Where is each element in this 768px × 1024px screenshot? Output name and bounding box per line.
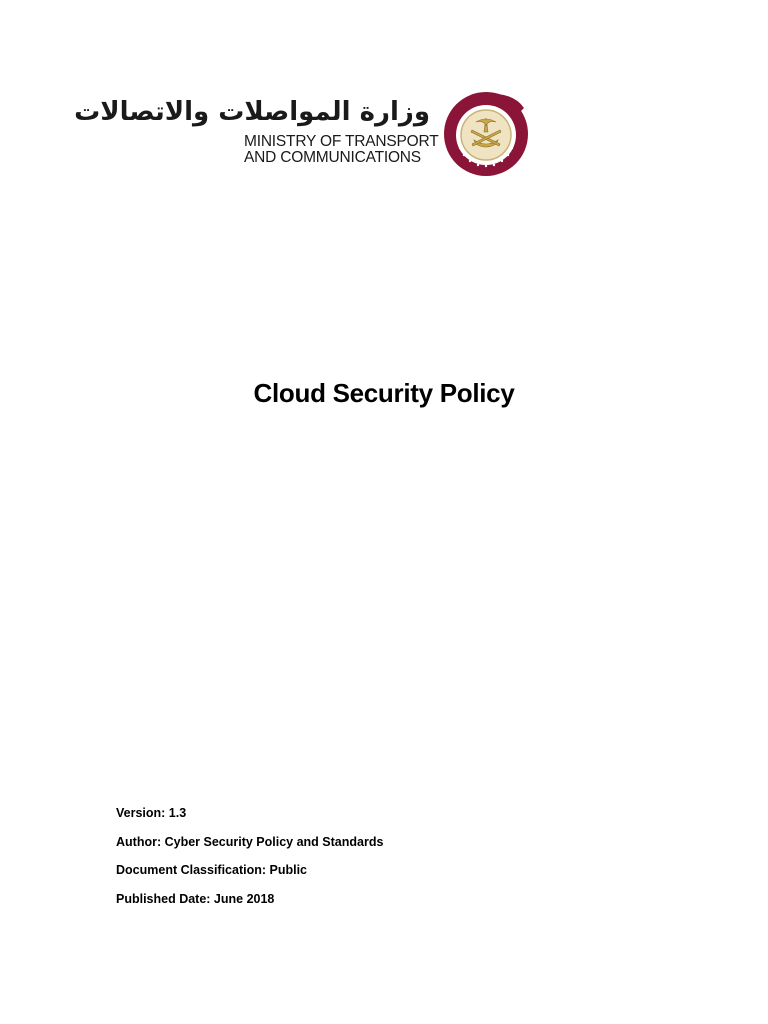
document-title: Cloud Security Policy bbox=[253, 378, 515, 408]
document-metadata bbox=[116, 804, 616, 918]
published-date-line: Published Date: June 2018 bbox=[116, 891, 275, 906]
seal-medallion bbox=[461, 110, 511, 160]
classification-line: Document Classification: Public bbox=[116, 863, 308, 877]
ministry-name-arabic: وزارة المواصلات والاتصالات bbox=[74, 97, 430, 127]
state-of-qatar-seal-icon bbox=[440, 88, 532, 178]
ministry-logo bbox=[74, 88, 532, 178]
author-line: Author: Cyber Security Policy and Standards bbox=[116, 834, 384, 849]
ministry-name-english-line2: AND COMMUNICATIONS bbox=[244, 149, 421, 166]
ministry-name-english-line1: MINISTRY OF TRANSPORT bbox=[244, 133, 439, 150]
version-line: Version: 1.3 bbox=[116, 806, 187, 820]
ministry-name-english bbox=[244, 133, 439, 166]
